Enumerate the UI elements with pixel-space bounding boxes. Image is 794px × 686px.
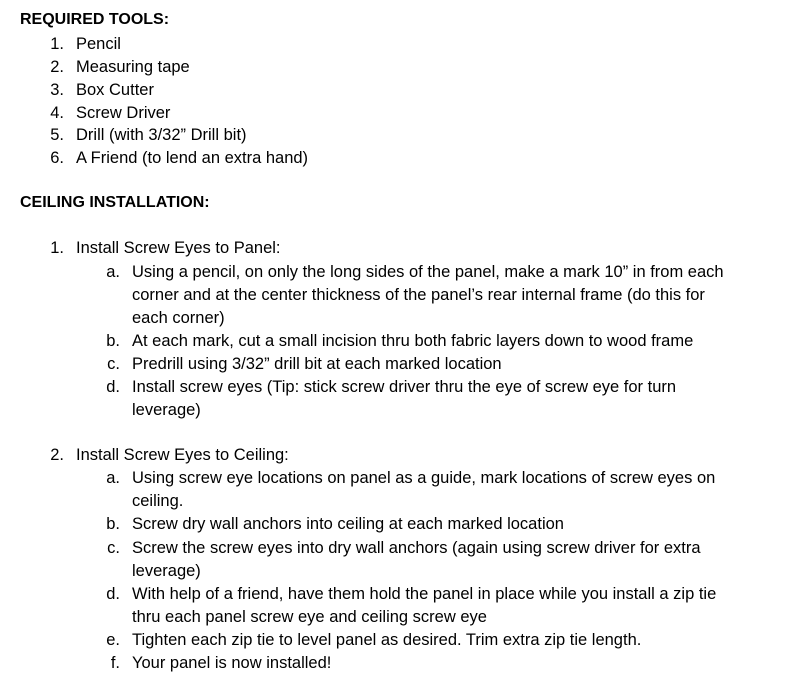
substep-text: leverage) [132, 401, 201, 419]
substep-text: leverage) [132, 562, 201, 580]
step-number: 2. [50, 446, 64, 464]
substep-letter: b. [106, 515, 120, 533]
list-item-number: 1. [50, 35, 64, 53]
substep-text: Your panel is now installed! [132, 654, 332, 672]
substep-letter: d. [106, 378, 120, 396]
list-item-text: A Friend (to lend an extra hand) [76, 149, 309, 167]
substep-text: With help of a friend, have them hold the panel in place while you install a zip tie [132, 585, 717, 603]
ceiling-installation-heading: CEILING INSTALLATION: [20, 194, 210, 211]
list-item-text: Box Cutter [76, 81, 154, 99]
substep-text: Using a pencil, on only the long sides of the panel, make a mark 10” in from each [132, 263, 724, 281]
substep-text: Tighten each zip tie to level panel as desired. Trim extra zip tie length. [132, 631, 642, 649]
list-item-number: 5. [50, 126, 64, 144]
substep-text: Using screw eye locations on panel as a guide, mark locations of screw eyes on [132, 469, 716, 487]
list-item-text: Measuring tape [76, 58, 190, 76]
substep-text: Screw the screw eyes into dry wall anchors (again using screw driver for extra [132, 539, 701, 557]
list-item-number: 3. [50, 81, 64, 99]
required-tools-heading: REQUIRED TOOLS: [20, 11, 170, 28]
substep-text: At each mark, cut a small incision thru both fabric layers down to wood frame [132, 332, 694, 350]
list-item-text: Drill (with 3/32” Drill bit) [76, 126, 247, 144]
list-item-number: 6. [50, 149, 64, 167]
substep-text: Predrill using 3/32” drill bit at each marked location [132, 355, 502, 373]
substep-letter: c. [107, 539, 120, 557]
step-title-text: Install Screw Eyes to Ceiling: [76, 446, 289, 464]
step-number: 1. [50, 239, 64, 257]
substep-letter: a. [106, 263, 120, 281]
substep-text: corner and at the center thickness of the panel’s rear internal frame (do this for [132, 286, 705, 304]
substep-letter: a. [106, 469, 120, 487]
substep-letter: e. [106, 631, 120, 649]
list-item-text: Pencil [76, 35, 121, 53]
substep-letter: c. [107, 355, 120, 373]
substep-text: Screw dry wall anchors into ceiling at each marked location [132, 515, 564, 533]
substep-text: each corner) [132, 309, 225, 327]
list-item-number: 2. [50, 58, 64, 76]
substep-letter: d. [106, 585, 120, 603]
substep-text: ceiling. [132, 492, 184, 510]
step-title-text: Install Screw Eyes to Panel: [76, 239, 281, 257]
list-item-number: 4. [50, 104, 64, 122]
substep-letter: b. [106, 332, 120, 350]
substep-text: thru each panel screw eye and ceiling screw eye [132, 608, 487, 626]
substep-text: Install screw eyes (Tip: stick screw driver thru the eye of screw eye for turn [132, 378, 677, 396]
list-item-text: Screw Driver [76, 104, 171, 122]
substep-letter: f. [110, 654, 120, 672]
